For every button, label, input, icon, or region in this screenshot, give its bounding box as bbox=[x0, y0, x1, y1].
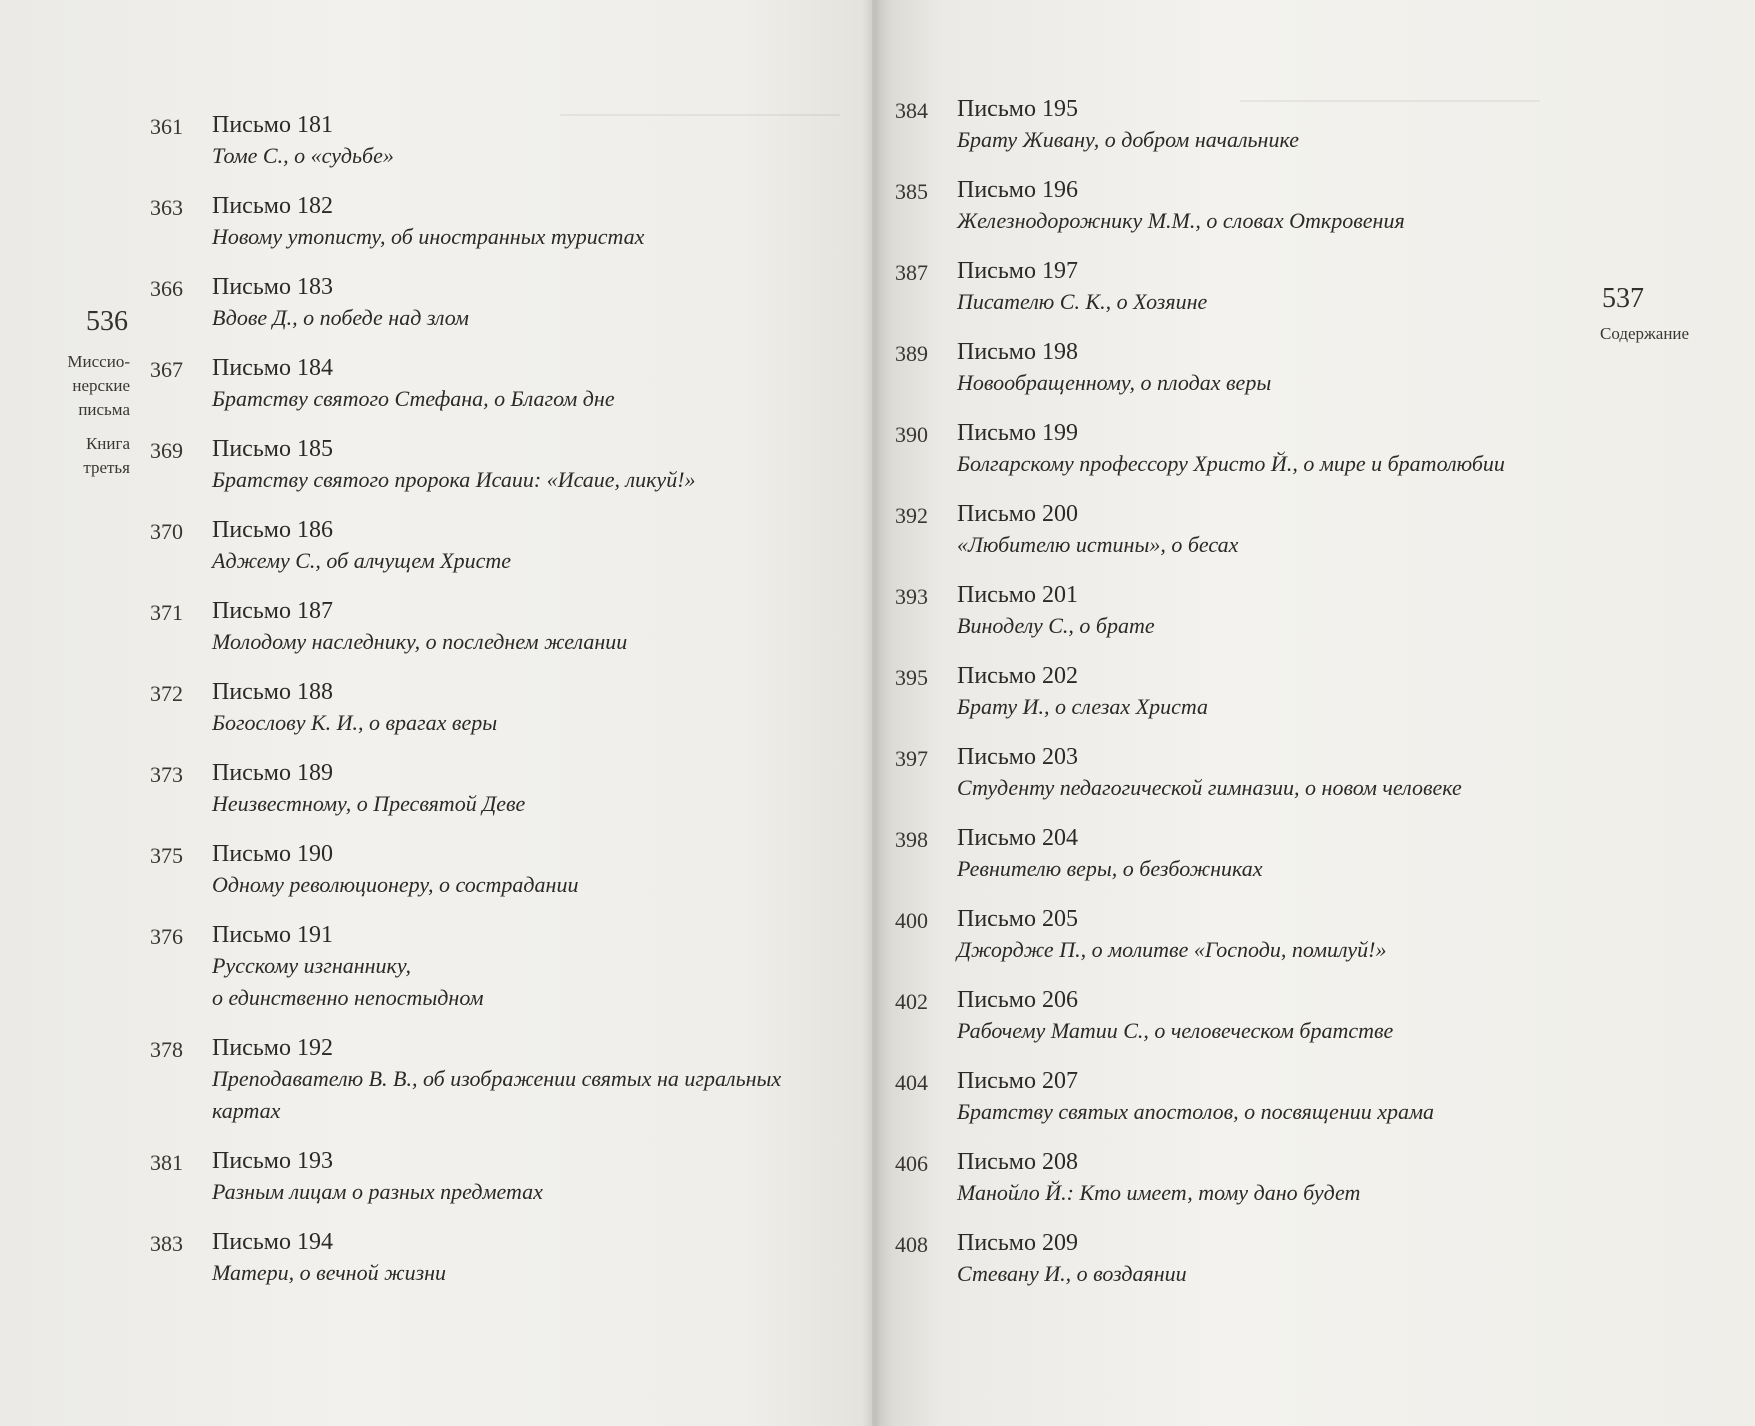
toc-entry-body bbox=[957, 904, 1615, 966]
toc-entry-body bbox=[957, 94, 1615, 156]
toc-entry-body bbox=[212, 1227, 830, 1289]
toc-entry bbox=[150, 515, 830, 596]
right-toc-list bbox=[895, 94, 1615, 1309]
toc-entry-title: Письмо 197 bbox=[957, 258, 1078, 284]
toc-entry-page-number: 402 bbox=[895, 989, 928, 1014]
toc-entry bbox=[150, 434, 830, 515]
toc-entry bbox=[150, 272, 830, 353]
toc-entry-subtitle: Манойло Й.: Кто имеет, тому дано будет bbox=[957, 1180, 1361, 1205]
toc-entry-body bbox=[212, 515, 830, 577]
toc-entry-title: Письмо 208 bbox=[957, 1149, 1078, 1175]
toc-entry-body bbox=[957, 1066, 1615, 1128]
toc-entry-subtitle: Братству святого Стефана, о Благом дне bbox=[212, 386, 615, 411]
toc-entry-subtitle: Ревнителю веры, о безбожниках bbox=[957, 856, 1263, 881]
toc-entry-subtitle: Джордже П., о молитве «Господи, помилуй!» bbox=[957, 937, 1387, 962]
toc-entry-subtitle: Братству святых апостолов, о посвящении храма bbox=[957, 1099, 1435, 1124]
toc-entry-subtitle: Братству святого пророка Исаии: «Исаие, ликуй!» bbox=[212, 467, 696, 492]
right-page-number: 537 bbox=[1602, 283, 1644, 314]
toc-entry-subtitle: Новому утописту, об иностранных туристах bbox=[212, 224, 645, 249]
toc-entry-page-number: 363 bbox=[150, 195, 183, 220]
toc-entry-body bbox=[957, 985, 1615, 1047]
toc-entry-page-number: 367 bbox=[150, 357, 183, 382]
toc-entry-subtitle: Молодому наследнику, о последнем желании bbox=[212, 629, 628, 654]
toc-entry-page-number: 373 bbox=[150, 762, 183, 787]
toc-entry-title: Письмо 203 bbox=[957, 744, 1078, 770]
toc-entry-title: Письмо 202 bbox=[957, 663, 1078, 689]
toc-entry-title: Письмо 188 bbox=[212, 679, 333, 705]
toc-entry-title: Письмо 201 bbox=[957, 582, 1078, 608]
toc-entry-page-number: 406 bbox=[895, 1151, 928, 1176]
toc-entry-subtitle: Брату Живану, о добром начальнике bbox=[957, 127, 1299, 152]
toc-entry-title: Письмо 198 bbox=[957, 339, 1078, 365]
left-toc-list bbox=[150, 110, 830, 1308]
toc-entry-subtitle: Вдове Д., о победе над злом bbox=[212, 305, 469, 330]
toc-entry-title: Письмо 192 bbox=[212, 1035, 333, 1061]
toc-entry-page-number: 366 bbox=[150, 276, 183, 301]
toc-entry-body bbox=[212, 353, 830, 415]
toc-entry-subtitle: Томе С., о «судьбе» bbox=[212, 143, 394, 168]
toc-entry bbox=[150, 920, 830, 1033]
toc-entry-title: Письмо 187 bbox=[212, 598, 333, 624]
toc-entry-title: Письмо 200 bbox=[957, 501, 1078, 527]
toc-entry-title: Письмо 185 bbox=[212, 436, 333, 462]
toc-entry bbox=[150, 1033, 830, 1146]
toc-entry-page-number: 369 bbox=[150, 438, 183, 463]
toc-entry bbox=[150, 110, 830, 191]
toc-entry-title: Письмо 205 bbox=[957, 906, 1078, 932]
toc-entry-body bbox=[212, 677, 830, 739]
toc-entry-title: Письмо 183 bbox=[212, 274, 333, 300]
toc-entry bbox=[150, 758, 830, 839]
toc-entry-page-number: 392 bbox=[895, 503, 928, 528]
toc-entry bbox=[895, 904, 1615, 985]
toc-entry-title: Письмо 195 bbox=[957, 96, 1078, 122]
toc-entry-title: Письмо 186 bbox=[212, 517, 333, 543]
toc-entry-body bbox=[212, 839, 830, 901]
toc-entry bbox=[895, 418, 1615, 499]
toc-entry bbox=[895, 175, 1615, 256]
toc-entry bbox=[895, 1228, 1615, 1309]
toc-entry bbox=[150, 353, 830, 434]
book-gutter bbox=[862, 0, 892, 1426]
toc-entry-page-number: 395 bbox=[895, 665, 928, 690]
toc-entry-title: Письмо 193 bbox=[212, 1148, 333, 1174]
toc-entry bbox=[895, 1066, 1615, 1147]
toc-entry-page-number: 408 bbox=[895, 1232, 928, 1257]
toc-entry-page-number: 400 bbox=[895, 908, 928, 933]
toc-entry-page-number: 389 bbox=[895, 341, 928, 366]
toc-entry bbox=[895, 337, 1615, 418]
toc-entry-page-number: 371 bbox=[150, 600, 183, 625]
toc-entry-subtitle: Матери, о вечной жизни bbox=[212, 1260, 447, 1285]
toc-entry-page-number: 384 bbox=[895, 98, 928, 123]
toc-entry bbox=[895, 580, 1615, 661]
toc-entry-subtitle: Виноделу С., о брате bbox=[957, 613, 1155, 638]
toc-entry-subtitle: Русскому изгнаннику, о единственно непостыдном bbox=[212, 953, 484, 1010]
toc-entry bbox=[895, 94, 1615, 175]
toc-entry bbox=[895, 1147, 1615, 1228]
toc-entry-subtitle: Писателю С. К., о Хозяине bbox=[957, 289, 1208, 314]
toc-entry-subtitle: Брату И., о слезах Христа bbox=[957, 694, 1209, 719]
toc-entry bbox=[150, 1146, 830, 1227]
toc-entry-body bbox=[957, 499, 1615, 561]
toc-entry-page-number: 378 bbox=[150, 1037, 183, 1062]
toc-entry-page-number: 361 bbox=[150, 114, 183, 139]
toc-entry-title: Письмо 196 bbox=[957, 177, 1078, 203]
toc-entry-body bbox=[212, 596, 830, 658]
toc-entry bbox=[150, 596, 830, 677]
toc-entry-subtitle: Богослову К. И., о врагах веры bbox=[212, 710, 498, 735]
toc-entry-body bbox=[212, 110, 830, 172]
toc-entry-page-number: 404 bbox=[895, 1070, 928, 1095]
left-side-book-label: Книга третья bbox=[83, 434, 130, 477]
toc-entry-page-number: 393 bbox=[895, 584, 928, 609]
toc-entry-subtitle: Стевану И., о воздаянии bbox=[957, 1261, 1187, 1286]
toc-entry-page-number: 381 bbox=[150, 1150, 183, 1175]
toc-entry-subtitle: Болгарскому профессору Христо Й., о мире и братолюбии bbox=[957, 451, 1505, 476]
right-side-section-title: Содержание bbox=[1600, 324, 1690, 343]
toc-entry-body bbox=[957, 337, 1615, 399]
toc-entry-title: Письмо 207 bbox=[957, 1068, 1078, 1094]
toc-entry bbox=[150, 1227, 830, 1308]
toc-entry-body bbox=[957, 580, 1615, 642]
toc-entry-body bbox=[212, 191, 830, 253]
toc-entry-title: Письмо 199 bbox=[957, 420, 1078, 446]
left-page-number: 536 bbox=[86, 306, 128, 337]
toc-entry bbox=[895, 499, 1615, 580]
toc-entry bbox=[895, 256, 1615, 337]
toc-entry-subtitle: Преподавателю В. В., об изображении святых на игральных картах bbox=[212, 1066, 782, 1123]
toc-entry-subtitle: Студенту педагогической гимназии, о новом человеке bbox=[957, 775, 1462, 800]
toc-entry-body bbox=[212, 1033, 830, 1127]
toc-entry-body bbox=[957, 1147, 1615, 1209]
toc-entry-body bbox=[212, 434, 830, 496]
toc-entry-body bbox=[212, 272, 830, 334]
left-side-section-title: Миссио- нерские письма bbox=[67, 352, 130, 419]
toc-entry-page-number: 390 bbox=[895, 422, 928, 447]
toc-entry-page-number: 383 bbox=[150, 1231, 183, 1256]
toc-entry-body bbox=[957, 175, 1615, 237]
toc-entry-body bbox=[957, 256, 1615, 318]
toc-entry bbox=[895, 742, 1615, 823]
toc-entry-subtitle: Неизвестному, о Пресвятой Деве bbox=[212, 791, 526, 816]
toc-entry-title: Письмо 206 bbox=[957, 987, 1078, 1013]
toc-entry bbox=[895, 985, 1615, 1066]
toc-entry-page-number: 397 bbox=[895, 746, 928, 771]
toc-entry bbox=[150, 191, 830, 272]
toc-entry-body bbox=[957, 823, 1615, 885]
toc-entry-subtitle: Железнодорожнику М.М., о словах Откровения bbox=[957, 208, 1405, 233]
toc-entry bbox=[895, 823, 1615, 904]
toc-entry-title: Письмо 191 bbox=[212, 922, 333, 948]
toc-entry-body bbox=[212, 920, 830, 1014]
toc-entry-title: Письмо 204 bbox=[957, 825, 1078, 851]
toc-entry-body bbox=[957, 1228, 1615, 1290]
toc-entry-title: Письмо 189 bbox=[212, 760, 333, 786]
toc-entry-title: Письмо 209 bbox=[957, 1230, 1078, 1256]
toc-entry-subtitle: «Любителю истины», о бесах bbox=[957, 532, 1239, 557]
toc-entry-subtitle: Рабочему Матии С., о человеческом братстве bbox=[957, 1018, 1394, 1043]
toc-entry bbox=[895, 661, 1615, 742]
toc-entry-body bbox=[957, 742, 1615, 804]
toc-entry-title: Письмо 194 bbox=[212, 1229, 333, 1255]
toc-entry-subtitle: Разным лицам о разных предметах bbox=[212, 1179, 543, 1204]
toc-entry-subtitle: Одному революционеру, о сострадании bbox=[212, 872, 579, 897]
toc-entry-title: Письмо 181 bbox=[212, 112, 333, 138]
toc-entry-subtitle: Новообращенному, о плодах веры bbox=[957, 370, 1272, 395]
toc-entry-body bbox=[957, 418, 1615, 480]
toc-entry-title: Письмо 184 bbox=[212, 355, 333, 381]
toc-entry-body bbox=[212, 758, 830, 820]
toc-entry-subtitle: Аджему С., об алчущем Христе bbox=[212, 548, 512, 573]
toc-entry bbox=[150, 839, 830, 920]
toc-entry-page-number: 375 bbox=[150, 843, 183, 868]
toc-entry-page-number: 372 bbox=[150, 681, 183, 706]
toc-entry-body bbox=[212, 1146, 830, 1208]
toc-entry-page-number: 398 bbox=[895, 827, 928, 852]
toc-entry-body bbox=[957, 661, 1615, 723]
toc-entry-page-number: 370 bbox=[150, 519, 183, 544]
toc-entry-page-number: 385 bbox=[895, 179, 928, 204]
toc-entry-page-number: 387 bbox=[895, 260, 928, 285]
toc-entry-title: Письмо 182 bbox=[212, 193, 333, 219]
toc-entry-page-number: 376 bbox=[150, 924, 183, 949]
toc-entry bbox=[150, 677, 830, 758]
toc-entry-title: Письмо 190 bbox=[212, 841, 333, 867]
